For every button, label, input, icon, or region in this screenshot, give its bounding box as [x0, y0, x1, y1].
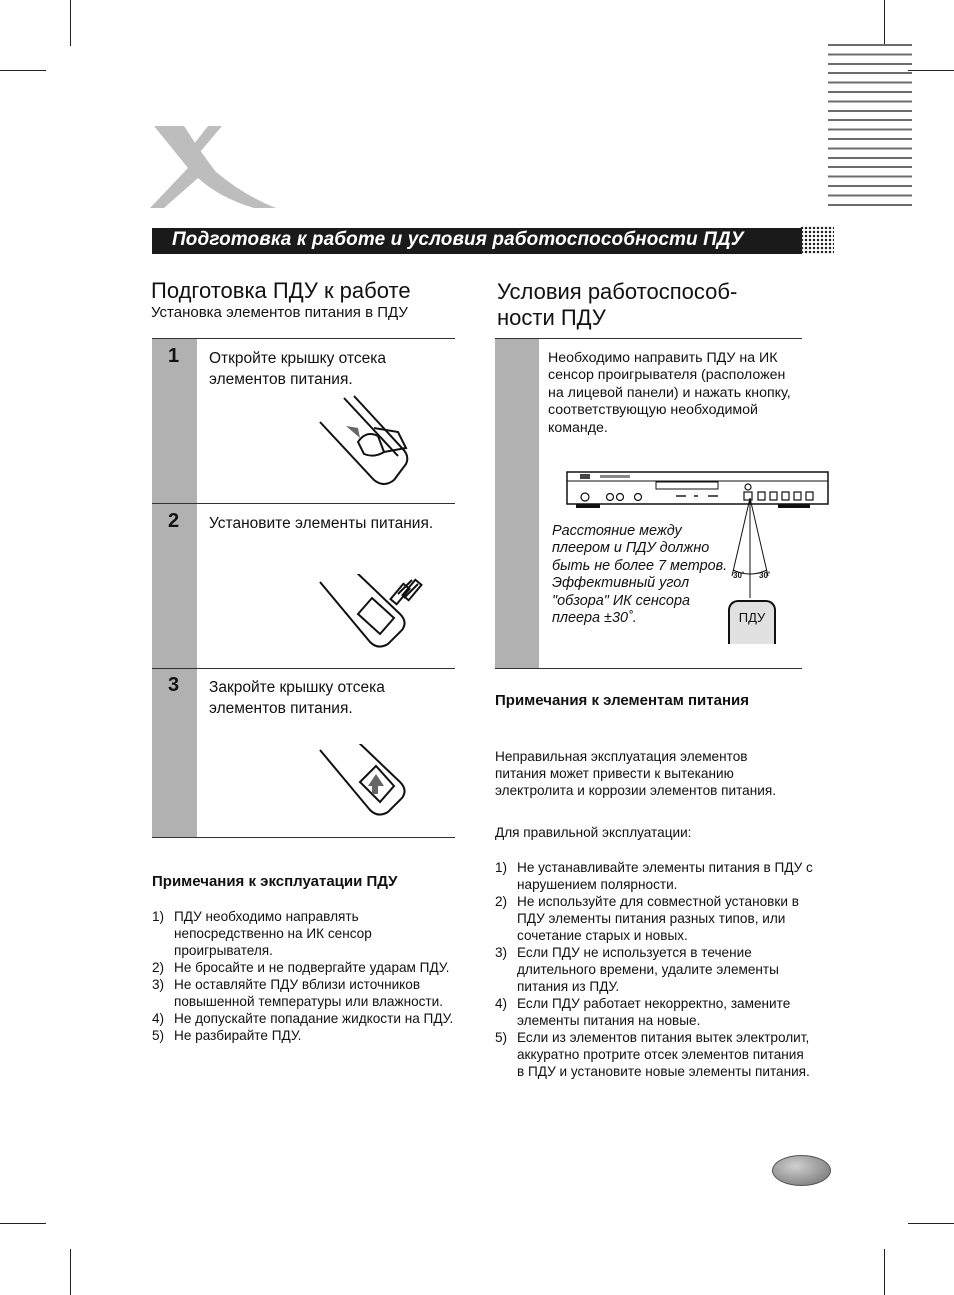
crop-mark — [884, 0, 885, 46]
list-item: 2) Не бросайте и не подвергайте ударам ПДУ. — [152, 960, 450, 975]
list-item: 4) Не допускайте попадание жидкости на ПДУ. — [152, 1011, 454, 1026]
step-divider — [152, 668, 455, 669]
left-notes-list — [152, 908, 457, 1044]
crop-mark — [908, 70, 954, 71]
step-number: 3 — [168, 674, 180, 696]
list-item: 3) Не оставляйте ПДУ вблизи источников повышенной температуры или влажности. — [152, 977, 444, 1009]
remote-control-icon — [728, 600, 776, 644]
page-number-badge — [772, 1155, 831, 1186]
list-item: 5) Если из элементов питания вытек электролит, аккуратно протрите отсек элементов питания в ПДУ и установите новые элементы питания. — [495, 1030, 810, 1079]
angle-label-left: 30˚ — [733, 571, 745, 580]
steps-top-rule — [152, 338, 455, 339]
battery-lead: Для правильной эксплуатации: — [495, 825, 692, 840]
conditions-bottom-rule — [495, 668, 802, 669]
banner-dots-decoration — [800, 226, 834, 254]
list-item: 1) ПДУ необходимо направлять непосредственно на ИК сенсор проигрывателя. — [152, 909, 372, 958]
stripes-decoration — [828, 44, 912, 208]
crop-mark — [70, 1249, 71, 1295]
step-text: Закройте крышку отсека элементов питания. — [209, 679, 385, 717]
right-heading-line2: ности ПДУ — [497, 305, 606, 330]
distance-note: Расстояние между плеером и ПДУ должно быть не более 7 метров. Эффективный угол "обзора" ИК сенсора плеера ±30˚. — [552, 523, 728, 627]
crop-mark — [908, 1223, 954, 1224]
crop-mark — [884, 1249, 885, 1295]
remote-open-cover-illustration — [314, 392, 424, 490]
brand-x-logo — [150, 124, 280, 210]
remote-insert-batteries-illustration — [314, 574, 424, 656]
remote-close-cover-illustration — [314, 744, 424, 824]
battery-intro: Неправильная эксплуатация элементов питания может привести к вытеканию электролита и коррозии элементов питания. — [495, 749, 776, 798]
list-item: 1) Не устанавливайте элементы питания в ПДУ с нарушением полярности. — [495, 860, 813, 892]
step-column — [152, 339, 197, 837]
left-notes-title: Примечания к эксплуатации ПДУ — [152, 873, 398, 890]
conditions-instruction: Необходимо направить ПДУ на ИК сенсор проигрывателя (расположен на лицевой панели) и нажать кнопку, соответствующую необходимой команде. — [548, 350, 791, 436]
steps-bottom-rule — [152, 837, 455, 838]
list-item: 3) Если ПДУ не используется в течение длительного времени, удалите элементы питания из ПДУ. — [495, 945, 779, 994]
angle-label-right: 30˚ — [759, 571, 771, 580]
battery-notes-list — [495, 859, 813, 1080]
conditions-column — [495, 339, 539, 668]
left-heading: Подготовка ПДУ к работе — [151, 278, 411, 303]
step-divider — [152, 503, 455, 504]
remote-label: ПДУ — [738, 610, 766, 625]
crop-mark — [70, 0, 71, 46]
list-item: 2) Не используйте для совместной установки в ПДУ элементы питания разных типов, или сочетание старых и новых. — [495, 894, 799, 943]
crop-mark — [0, 1223, 46, 1224]
crop-mark — [0, 70, 46, 71]
step-text: Установите элементы питания. — [209, 515, 434, 532]
step-number: 2 — [168, 510, 180, 532]
section-title: Подготовка к работе и условия работоспособности ПДУ — [172, 229, 744, 250]
list-item: 5) Не разбирайте ПДУ. — [152, 1028, 302, 1043]
conditions-top-rule — [495, 338, 802, 339]
step-number: 1 — [168, 345, 180, 367]
list-item: 4) Если ПДУ работает некорректно, замените элементы питания на новые. — [495, 996, 791, 1028]
battery-notes-title: Примечания к элементам питания — [495, 692, 749, 709]
dvd-player-illustration — [566, 470, 830, 512]
left-subheading: Установка элементов питания в ПДУ — [151, 304, 408, 321]
step-text: Откройте крышку отсека элементов питания. — [209, 350, 386, 388]
right-heading-line1: Условия работоспособ- — [497, 279, 738, 304]
